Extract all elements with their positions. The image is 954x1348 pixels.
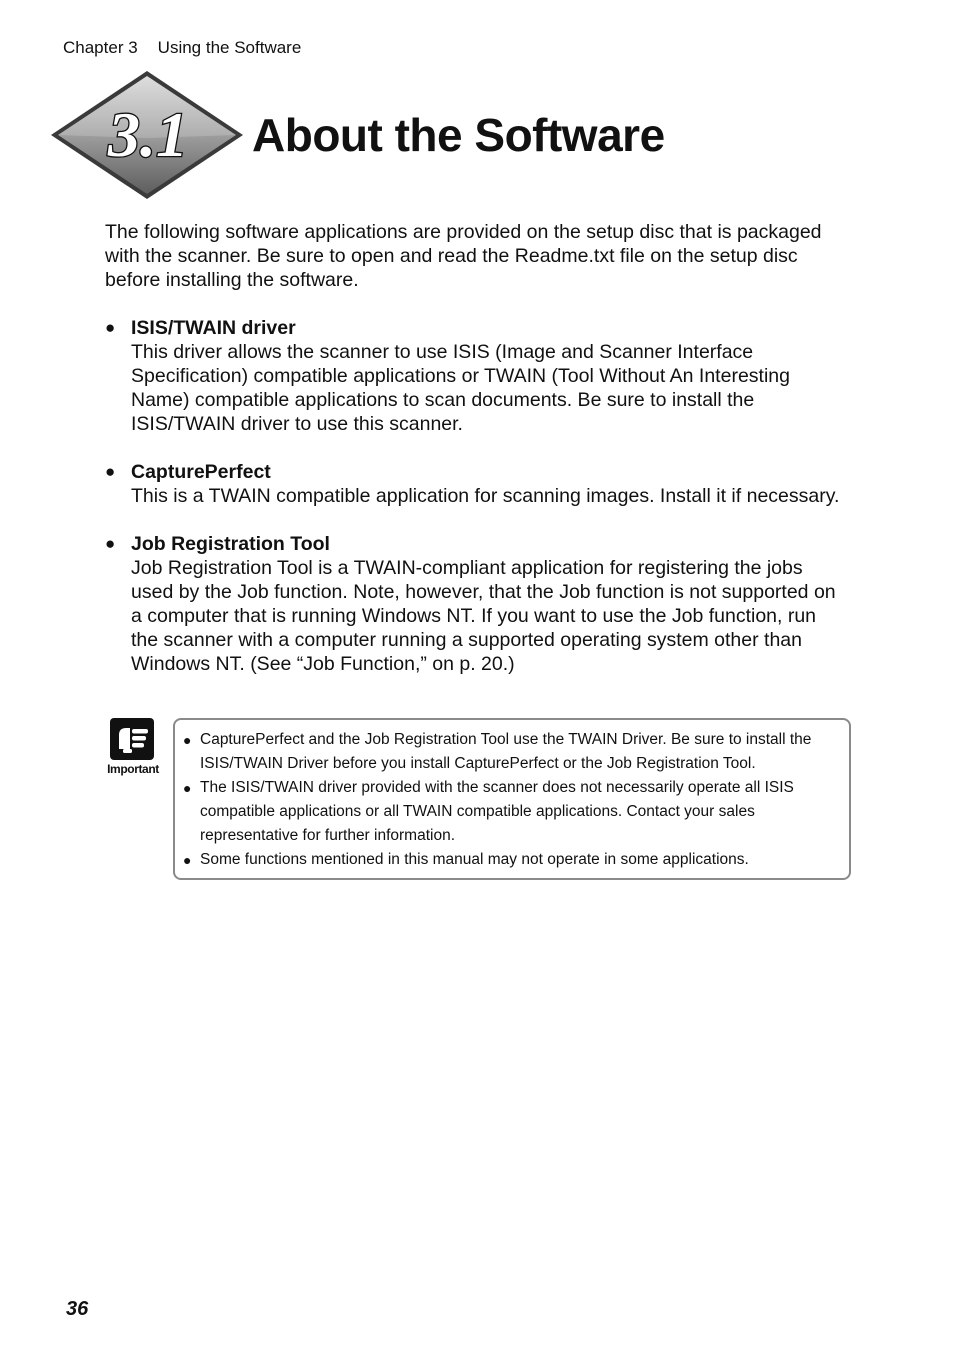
item-description: This is a TWAIN compatible application for scanning images. Install it if necessary. [131,485,840,507]
chapter-title: Using the Software [157,38,302,57]
note-item [183,776,841,848]
item-title: ISIS/TWAIN driver [131,317,296,339]
bullet-icon: ● [105,462,116,481]
important-hand-icon [110,718,154,760]
bullet-icon: ● [105,318,116,337]
main-content [105,220,847,700]
note-item [183,728,841,776]
bullet-icon: ● [183,852,192,868]
note-text: CapturePerfect and the Job Registration Tool use the TWAIN Driver. Be sure to install the ISIS/TWAIN Driver before you install CapturePerfect or the Job Registration Tool. [200,731,812,772]
note-text: The ISIS/TWAIN driver provided with the scanner does not necessarily operate all ISIS compatible applications or all TWAIN compatible applications. Contact your sales representative for further information. [200,779,794,844]
page-number: 36 [66,1298,89,1320]
item-title: Job Registration Tool [131,533,330,555]
intro-paragraph: The following software applications are provided on the setup disc that is packaged with the scanner. Be sure to open and read the Readme.txt file on the setup disc before installing the software. [105,221,822,291]
item-description: This driver allows the scanner to use ISIS (Image and Scanner Interface Specification) compatible applications or TWAIN (Tool Without An Interesting Name) compatible applications to scan documents. Be sure to install the ISIS/TWAIN driver to use this scanner. [131,341,790,435]
item-description: Job Registration Tool is a TWAIN-compliant application for registering the jobs used by the Job function. Note, however, that the Job function is not supported on a computer that is running Windows NT. If you want to use the Job function, run the scanner with a computer running a supported operating system other than Windows NT. (See “Job Function,” on p. 20.) [131,557,836,675]
note-item [183,848,841,872]
software-item [105,532,847,676]
important-note-box [173,718,851,880]
software-item [105,316,847,436]
important-notice-icon [105,718,161,782]
item-title: CapturePerfect [131,461,271,483]
section-number: 3.1 [108,99,188,170]
section-number-badge [48,68,246,202]
important-label: Important [107,762,159,776]
chapter-label: Chapter 3 [63,38,138,57]
page-header [63,38,301,58]
note-text: Some functions mentioned in this manual may not operate in some applications. [200,851,749,868]
software-item [105,460,847,508]
bullet-icon: ● [183,732,192,748]
bullet-icon: ● [105,534,116,553]
bullet-icon: ● [183,780,192,796]
section-title: About the Software [252,109,665,161]
